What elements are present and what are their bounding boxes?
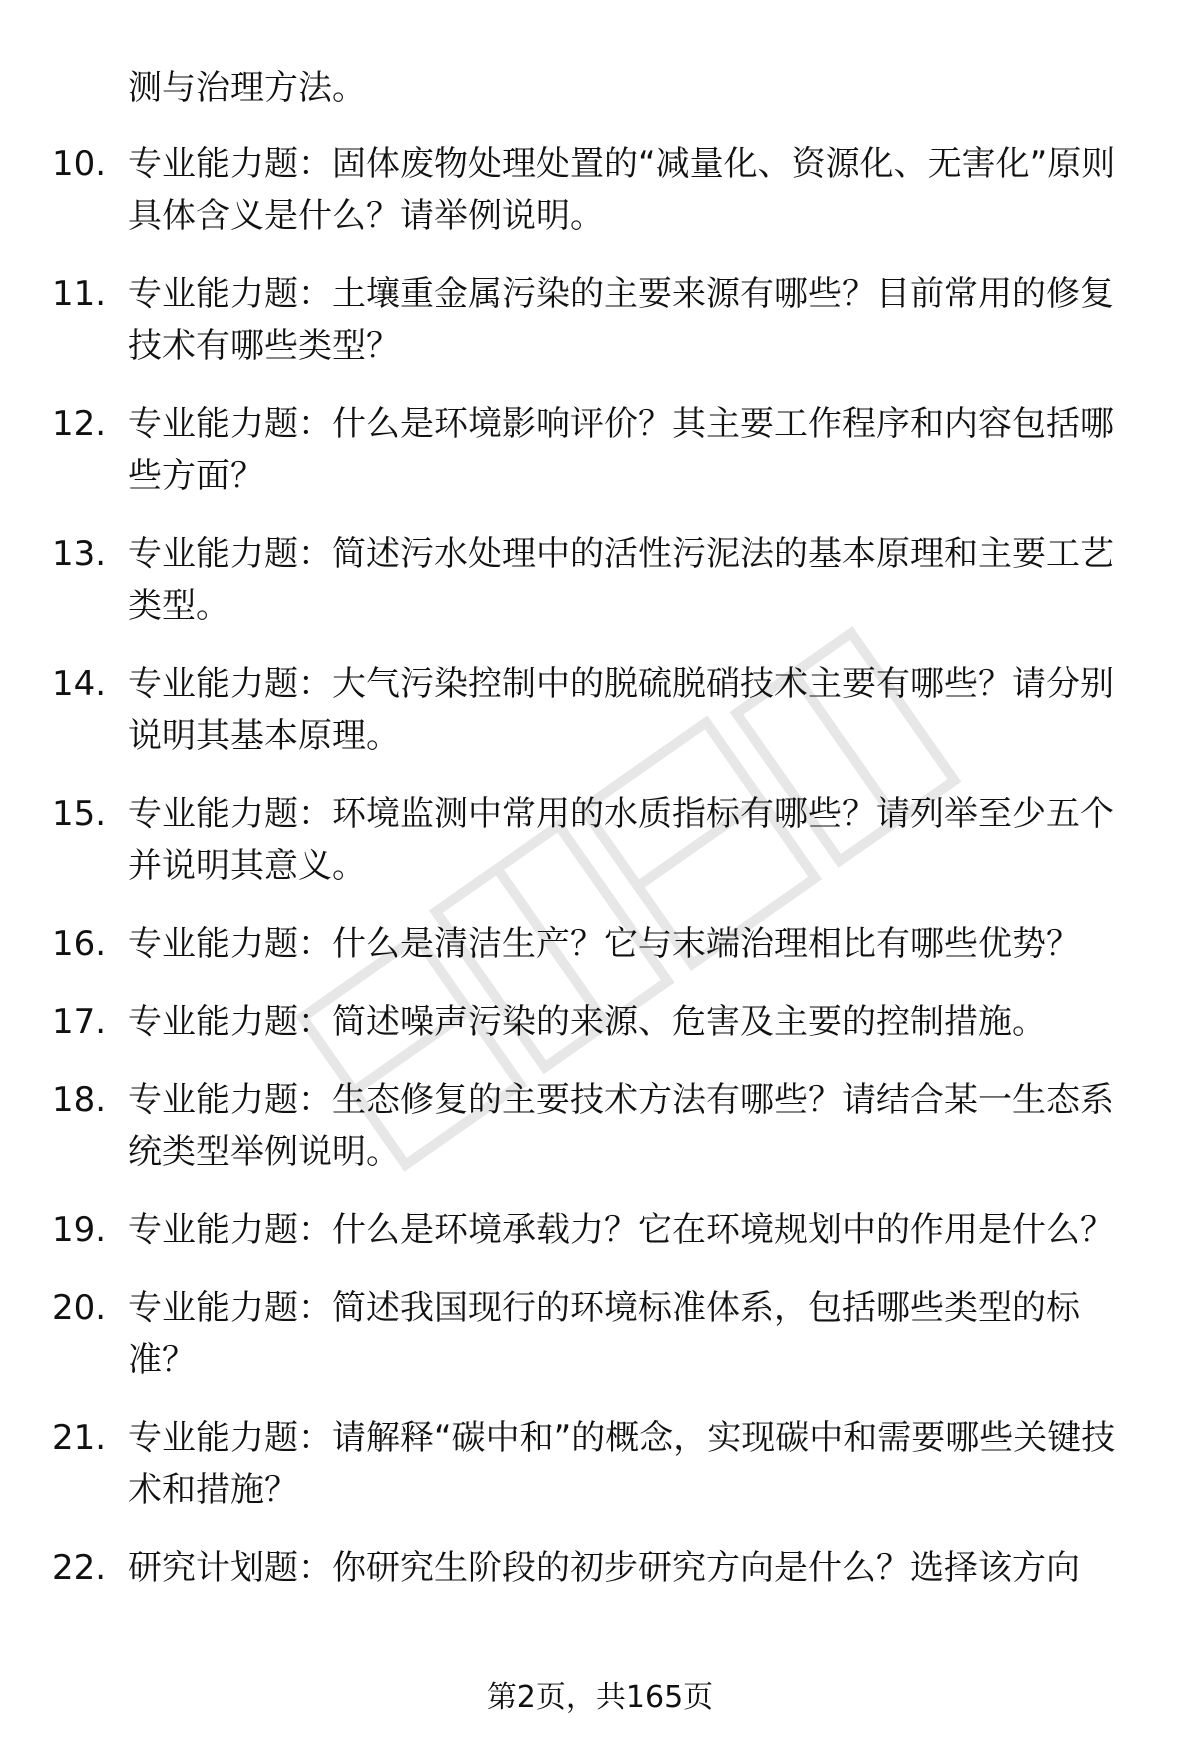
list-item bbox=[0, 788, 1200, 892]
question-list bbox=[0, 138, 1200, 1620]
item-number: 13. bbox=[52, 534, 107, 574]
list-item bbox=[0, 528, 1200, 632]
item-number: 18. bbox=[52, 1080, 107, 1120]
item-number: 17. bbox=[52, 1002, 107, 1042]
list-item bbox=[0, 918, 1200, 970]
list-item bbox=[0, 1074, 1200, 1178]
list-item bbox=[0, 268, 1200, 372]
item-text: 研究计划题：你研究生阶段的初步研究方向是什么？选择该方向 bbox=[128, 1548, 1080, 1588]
item-text: 专业能力题：简述我国现行的环境标准体系，包括哪些类型的标准？ bbox=[128, 1288, 1080, 1380]
item-text: 专业能力题：固体废物处理处置的“减量化、资源化、无害化”原则具体含义是什么？请举例说明。 bbox=[128, 144, 1116, 236]
item-number: 16. bbox=[52, 924, 107, 964]
list-item bbox=[0, 138, 1200, 242]
item-text: 专业能力题：什么是清洁生产？它与末端治理相比有哪些优势？ bbox=[128, 924, 1080, 964]
list-item bbox=[0, 996, 1200, 1048]
item-text: 专业能力题：请解释“碳中和”的概念，实现碳中和需要哪些关键技术和措施？ bbox=[128, 1418, 1116, 1510]
item-number: 10. bbox=[52, 144, 107, 184]
item-text: 专业能力题：简述污水处理中的活性污泥法的基本原理和主要工艺类型。 bbox=[128, 534, 1114, 626]
list-item bbox=[0, 1282, 1200, 1386]
item-number: 12. bbox=[52, 404, 107, 444]
item-number: 15. bbox=[52, 794, 107, 834]
item-number: 11. bbox=[52, 274, 107, 314]
list-item bbox=[0, 658, 1200, 762]
continuation-text: 测与治理方法。 bbox=[128, 68, 366, 108]
item-text: 专业能力题：大气污染控制中的脱硫脱硝技术主要有哪些？请分别说明其基本原理。 bbox=[128, 664, 1114, 756]
item-number: 20. bbox=[52, 1288, 107, 1328]
item-number: 14. bbox=[52, 664, 107, 704]
page-footer: 第2页，共165页 bbox=[486, 1680, 714, 1715]
item-text: 专业能力题：环境监测中常用的水质指标有哪些？请列举至少五个并说明其意义。 bbox=[128, 794, 1114, 886]
list-item bbox=[0, 1204, 1200, 1256]
item-text: 专业能力题：什么是环境影响评价？其主要工作程序和内容包括哪些方面？ bbox=[128, 404, 1114, 496]
item-text: 专业能力题：什么是环境承载力？它在环境规划中的作用是什么？ bbox=[128, 1210, 1114, 1250]
item-number: 21. bbox=[52, 1418, 107, 1458]
item-text: 专业能力题：生态修复的主要技术方法有哪些？请结合某一生态系统类型举例说明。 bbox=[128, 1080, 1114, 1172]
list-item bbox=[0, 398, 1200, 502]
item-number: 19. bbox=[52, 1210, 107, 1250]
list-item bbox=[0, 1412, 1200, 1516]
item-text: 专业能力题：简述噪声污染的来源、危害及主要的控制措施。 bbox=[128, 1002, 1046, 1042]
item-number: 22. bbox=[52, 1548, 107, 1588]
item-text: 专业能力题：土壤重金属污染的主要来源有哪些？目前常用的修复技术有哪些类型？ bbox=[128, 274, 1114, 366]
list-item bbox=[0, 1542, 1200, 1594]
